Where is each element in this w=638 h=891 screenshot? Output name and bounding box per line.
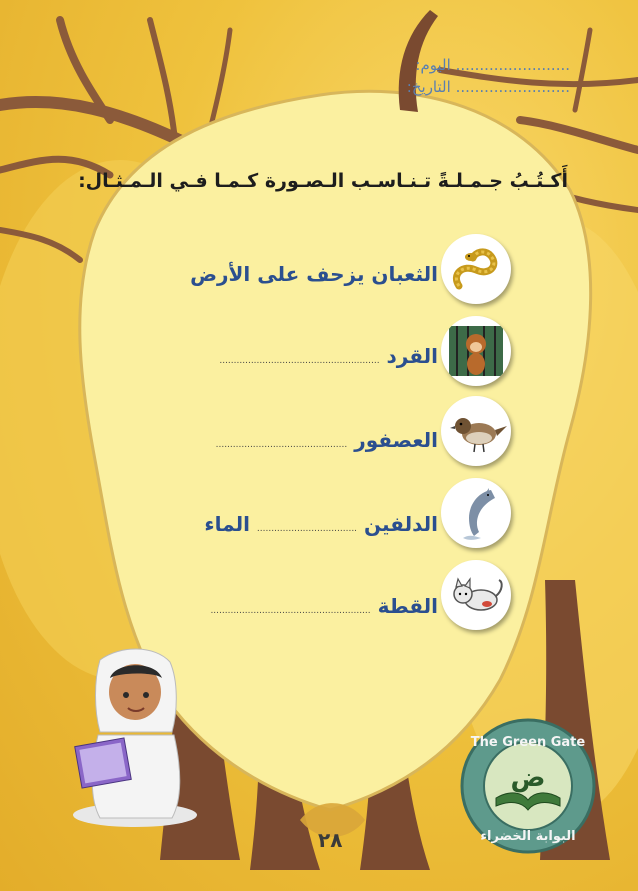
row-subject: الدلفين [364, 512, 438, 536]
snake-picture [441, 234, 511, 304]
row-subject: القرد [386, 344, 438, 368]
row-cat [210, 594, 438, 618]
row-answer: الماء [204, 512, 250, 536]
day-fill-line[interactable]: ........................ [455, 56, 570, 74]
row-subject: الثعبان يزحف على الأرض [190, 262, 438, 286]
date-label: التاريخ: [406, 78, 451, 96]
row-sparrow [216, 428, 438, 452]
date-header [407, 54, 570, 98]
logo-letter: ض [510, 763, 546, 793]
row-subject: القطة [377, 594, 438, 618]
dolphin-icon [441, 478, 511, 548]
answer-line[interactable]: ........................................................ [219, 356, 380, 366]
row-snake [190, 262, 438, 286]
instruction-title: أَكـتُـبُ جـمـلـةً تـنـاسـب الـصـورة كـمـا فـي الـمـثـال: [78, 170, 568, 192]
row-subject: العصفور [354, 428, 438, 452]
page-number: ٢٨ [318, 828, 343, 852]
date-fill-line[interactable]: ........................ [455, 78, 570, 96]
answer-line[interactable]: .............................................. [215, 440, 348, 450]
sparrow-icon [441, 396, 511, 466]
monkey-icon [441, 316, 511, 386]
green-gate-logo [458, 716, 598, 856]
answer-line[interactable]: ........................................................ [210, 606, 371, 616]
row-dolphin [204, 512, 438, 536]
dolphin-picture [441, 478, 511, 548]
cat-icon [441, 560, 511, 630]
cat-picture [441, 560, 511, 630]
snake-icon [441, 234, 511, 304]
answer-line[interactable]: ................................... [256, 524, 358, 534]
sparrow-picture [441, 396, 511, 466]
logo-text-en: The Green Gate [470, 735, 586, 750]
logo-text-ar: البوابة الخضراء [480, 829, 576, 844]
boy-reading-illustration [60, 640, 210, 830]
monkey-picture [441, 316, 511, 386]
row-monkey [219, 344, 438, 368]
day-label: اليوم: [415, 56, 451, 74]
